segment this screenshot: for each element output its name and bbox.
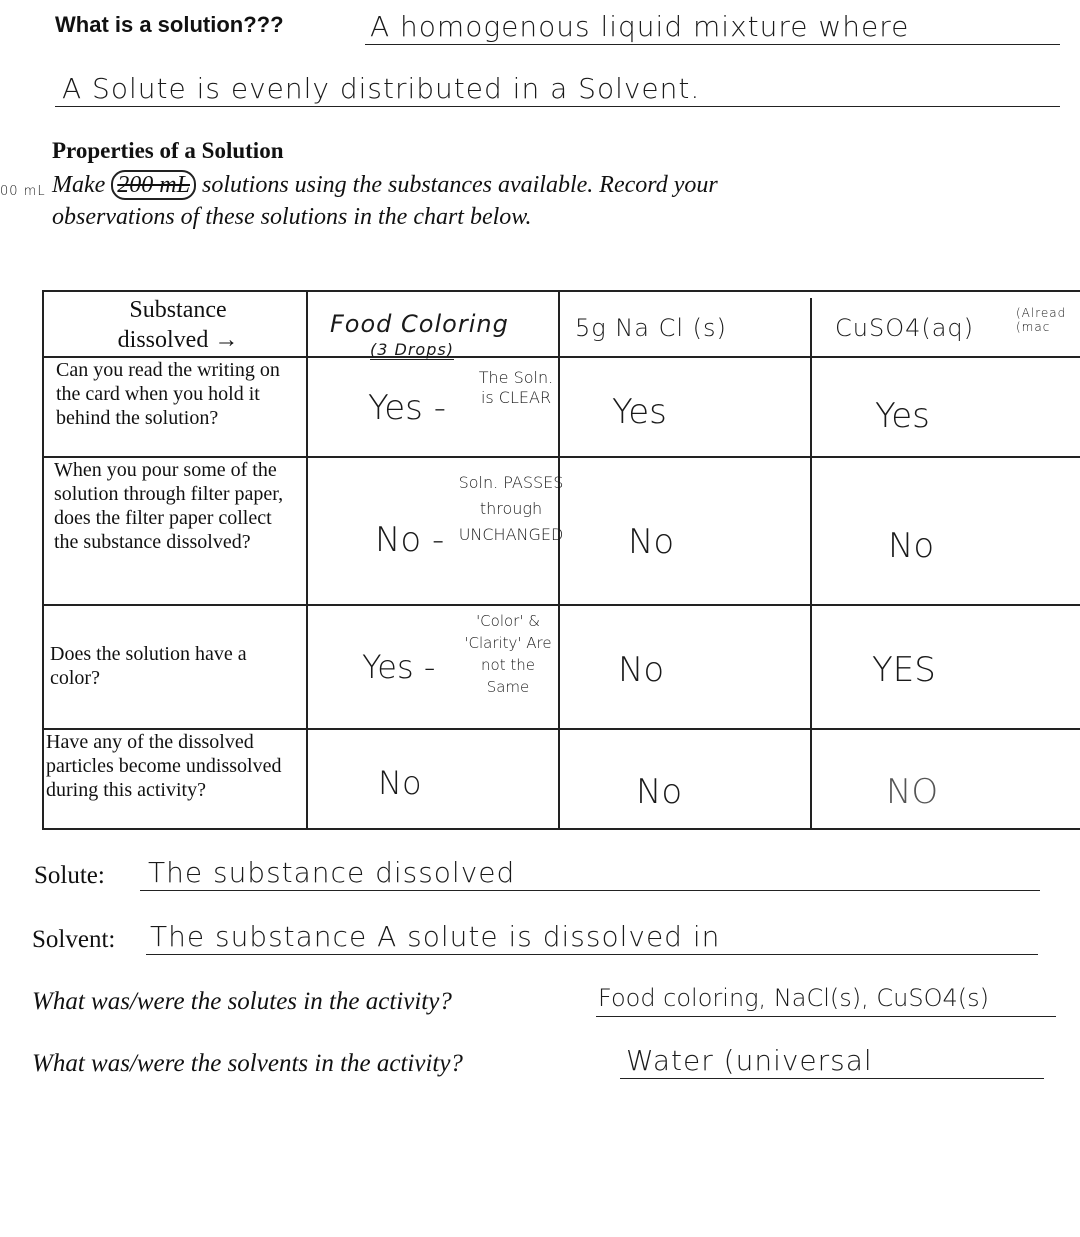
table-col-divider-1 [306,290,308,828]
col2-title: 5g Na Cl (s) [575,314,727,342]
row3-col2-answer: No [618,650,665,690]
row1-col3-answer: Yes [875,396,930,436]
row1-col1-answer: Yes - [368,388,446,428]
solution-answer-line-1: A homogenous liquid mixture where [370,10,910,43]
col1-subtitle: (3 Drops) [370,340,454,359]
row1-col2-answer: Yes [612,392,667,432]
col1-title: Food Coloring [330,310,509,338]
instruction-line-1 [52,172,718,199]
row4-col3-answer: NO [886,772,939,812]
col3-title: CuSO4(aq) [835,314,975,342]
properties-title: Properties of a Solution [52,138,284,163]
row2-col3-answer: No [888,526,935,566]
table-col-divider-3 [810,298,812,828]
solutes-answer: Food coloring, NaCl(s), CuSO4(s) [598,984,989,1012]
solvents-answer: Water (universal [626,1044,873,1077]
solvents-underline [620,1078,1044,1079]
solutes-underline [596,1016,1056,1017]
solute-underline [140,890,1040,891]
instruction-line-2: observations of these solutions in the chart below. [52,204,532,230]
row1-question: Can you read the writing on the card when you hold it behind the solution? [56,359,280,429]
crossed-amount: 200 mL [111,170,196,200]
answer-underline-1 [365,44,1060,45]
solutes-question: What was/were the solutes in the activity? [32,988,452,1015]
table-row-divider-3 [42,604,1080,606]
row4-question: Have any of the dissolved particles become undissolved during this activity? [46,731,282,801]
solvents-question: What was/were the solvents in the activity? [32,1050,463,1077]
solvent-label: Solvent: [32,926,116,953]
answer-underline-2 [55,106,1060,107]
table-col-divider-2 [558,292,560,828]
dissolved-label: dissolved → [117,327,239,353]
col3-note: (Alread (mac [1016,306,1067,334]
solvent-answer: The substance A solute is dissolved in [150,920,721,953]
row2-col1-note: Soln. PASSES through UNCHANGED [458,473,564,544]
make-word: Make [52,172,106,198]
substance-label: Substance [129,297,227,323]
row1-col1-note: The Soln. is CLEAR [478,368,554,407]
row3-col1-answer: Yes - [362,648,436,686]
solute-label: Solute: [34,862,105,889]
row3-col3-answer: YES [872,650,936,690]
row4-col2-answer: No [636,772,683,812]
solution-answer-line-2: A Solute is evenly distributed in a Solvent. [62,72,701,105]
solute-answer: The substance dissolved [148,856,516,889]
row4-col1-answer: No [378,764,422,802]
row2-question: When you pour some of the solution through filter paper, does the filter paper collect the substance dissolved? [54,459,284,553]
header-substance-label [50,295,306,355]
row3-question: Does the solution have a color? [50,643,247,689]
row2-col2-answer: No [628,522,675,562]
instruction-rest: solutions using the substances available. Record your [201,172,718,198]
solution-question: What is a solution??? [55,12,284,37]
row3-col1-note: 'Color' & 'Clarity' Are not the Same [464,612,552,696]
solvent-underline [146,954,1038,955]
margin-note: 00 mL [0,184,46,199]
row2-col1-answer: No - [375,520,445,560]
